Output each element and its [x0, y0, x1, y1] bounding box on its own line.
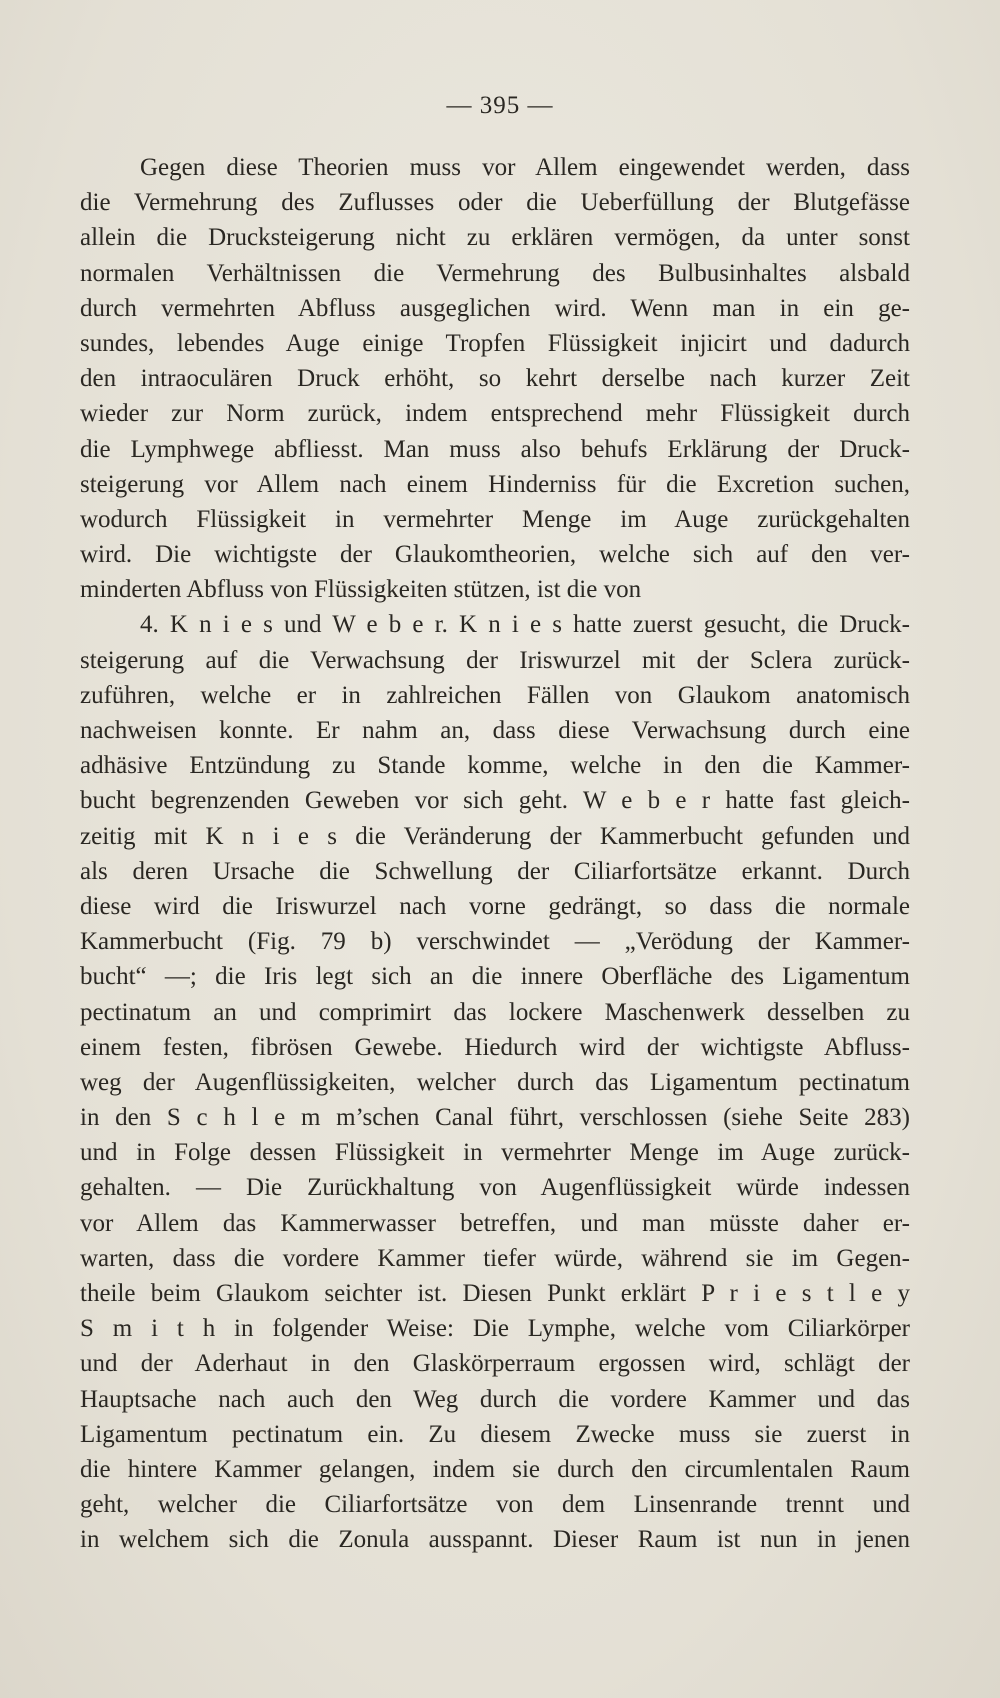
text-line: und der Aderhaut in den Glaskörperraum ergossen wird, schlägt der	[80, 1350, 910, 1378]
text-line: und in Folge dessen Flüssigkeit in vermehrter Menge im Auge zurück-	[80, 1139, 910, 1167]
page-number: — 395 —	[446, 92, 554, 119]
text-line: warten, dass die vordere Kammer tiefer würde, während sie im Gegen-	[80, 1244, 910, 1272]
text-line: weg der Augenflüssigkeiten, welcher durch das Ligamentum pectinatum	[80, 1068, 910, 1096]
text-line: wird. Die wichtigste der Glaukomtheorien, welche sich auf den ver-	[80, 541, 910, 569]
text-line: vor Allem das Kammerwasser betreffen, und man müsste daher er-	[80, 1209, 910, 1237]
text-line: in welchem sich die Zonula ausspannt. Dieser Raum ist nun in jenen	[80, 1526, 910, 1554]
text-line: durch vermehrten Abfluss ausgeglichen wird. Wenn man in ein ge-	[80, 294, 910, 322]
text-line: diese wird die Iriswurzel nach vorne gedrängt, so dass die normale	[80, 892, 910, 920]
text-line: allein die Drucksteigerung nicht zu erklären vermögen, da unter sonst	[80, 224, 910, 252]
text-line: 4. K n i e s und W e b e r. K n i e s hatte zuerst gesucht, die Druck-	[140, 611, 910, 639]
text-line: minderten Abfluss von Flüssigkeiten stützen, ist die von	[80, 576, 642, 604]
text-line: pectinatum an und comprimirt das lockere Maschenwerk desselben zu	[80, 998, 910, 1026]
text-line: geht, welcher die Ciliarfortsätze von dem Linsenrande trennt und	[80, 1491, 910, 1519]
text-line: Kammerbucht (Fig. 79 b) verschwindet — „Verödung der Kammer-	[80, 928, 910, 956]
text-line: wodurch Flüssigkeit in vermehrter Menge im Auge zurückgehalten	[80, 505, 910, 533]
text-line: die hintere Kammer gelangen, indem sie durch den circumlentalen Raum	[80, 1455, 910, 1483]
text-line: den intraoculären Druck erhöht, so kehrt derselbe nach kurzer Zeit	[80, 365, 910, 393]
text-line: sundes, lebendes Auge einige Tropfen Flüssigkeit injicirt und dadurch	[80, 329, 910, 357]
text-line: die Vermehrung des Zuflusses oder die Ueberfüllung der Blutgefässe	[80, 189, 910, 217]
text-line: steigerung auf die Verwachsung der Iriswurzel mit der Sclera zurück-	[80, 646, 910, 674]
text-line: S m i t h in folgender Weise: Die Lymphe, welche vom Ciliarkörper	[80, 1315, 910, 1343]
text-line: zuführen, welche er in zahlreichen Fällen von Glaukom anatomisch	[80, 681, 910, 709]
text-line: wieder zur Norm zurück, indem entsprechend mehr Flüssigkeit durch	[80, 400, 910, 428]
text-line: gehalten. — Die Zurückhaltung von Augenflüssigkeit würde indessen	[80, 1174, 910, 1202]
text-line: nachweisen konnte. Er nahm an, dass diese Verwachsung durch eine	[80, 717, 910, 744]
text-line: die Lymphwege abfliesst. Man muss also behufs Erklärung der Druck-	[80, 435, 910, 463]
text-line: als deren Ursache die Schwellung der Ciliarfortsätze erkannt. Durch	[80, 857, 910, 885]
text-line: zeitig mit K n i e s die Veränderung der Kammerbucht gefunden und	[80, 822, 910, 850]
text-line: in den S c h l e m m’schen Canal führt, verschlossen (siehe Seite 283)	[80, 1104, 910, 1132]
text-line: einem festen, fibrösen Gewebe. Hiedurch wird der wichtigste Abfluss-	[80, 1033, 910, 1061]
text-line: theile beim Glaukom seichter ist. Diesen Punkt erklärt P r i e s t l e y	[80, 1280, 910, 1307]
body-text	[80, 150, 910, 1558]
text-line: normalen Verhältnissen die Vermehrung des Bulbusinhaltes alsbald	[80, 259, 910, 287]
text-line: Gegen diese Theorien muss vor Allem eingewendet werden, dass	[140, 154, 910, 181]
text-line: bucht begrenzenden Geweben vor sich geht. W e b e r hatte fast gleich-	[80, 787, 910, 815]
text-line: Hauptsache nach auch den Weg durch die vordere Kammer und das	[80, 1385, 910, 1413]
text-line: adhäsive Entzündung zu Stande komme, welche in den die Kammer-	[80, 752, 910, 780]
text-line: bucht“ —; die Iris legt sich an die innere Oberfläche des Ligamentum	[80, 963, 910, 991]
text-line: Ligamentum pectinatum ein. Zu diesem Zwecke muss sie zuerst in	[80, 1420, 910, 1448]
text-line: steigerung vor Allem nach einem Hinderniss für die Excretion suchen,	[80, 470, 910, 498]
